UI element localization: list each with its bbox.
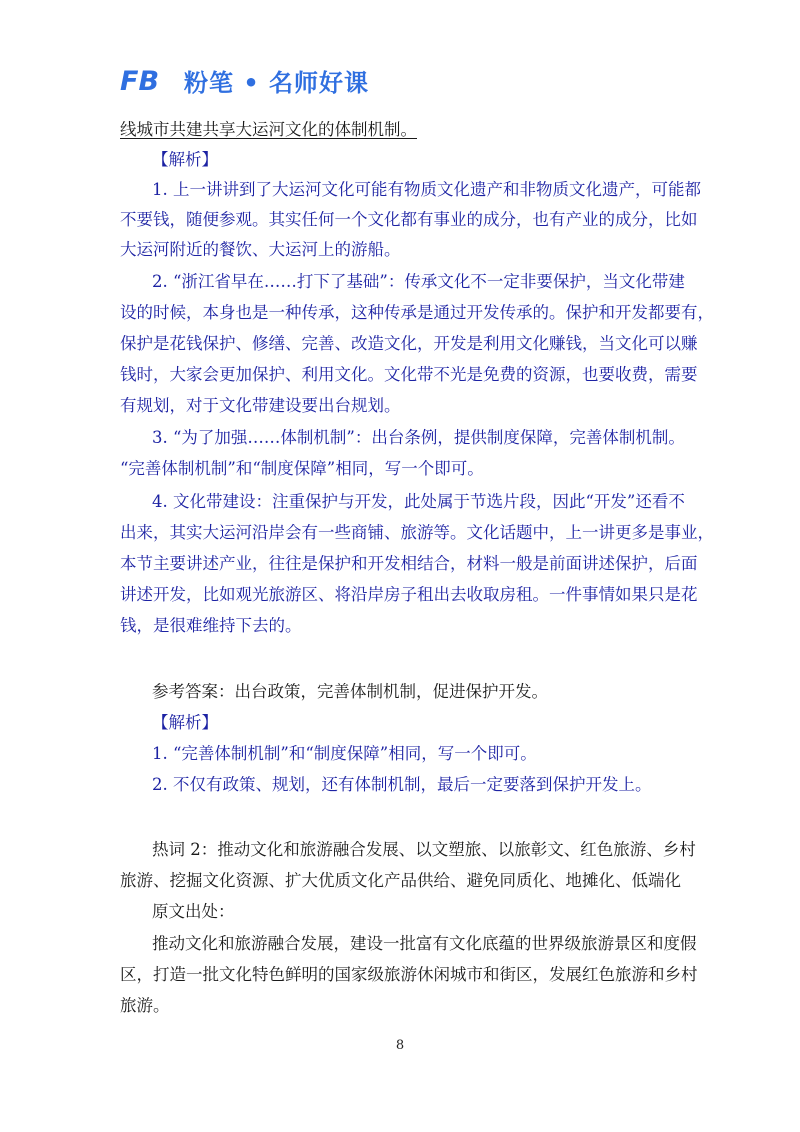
analysis-2-point-2: 2. 不仅有政策、规划，还有体制机制，最后一定要落到保护开发上。: [152, 775, 652, 794]
reference-answer: 参考答案：出台政策，完善体制机制，促进保护开发。: [152, 682, 548, 701]
analysis-2-point-1: 1. “完善体制机制”和“制度保障”相同，写一个即可。: [152, 744, 537, 763]
header-logo: [120, 62, 369, 98]
analysis-point-1-cont: 不要钱，随便参观。其实任何一个文化都有事业的成分，也有产业的成分，比如: [120, 210, 698, 229]
logo-mark-text: FB: [120, 66, 160, 95]
analysis-point-1: 1. 上一讲讲到了大运河文化可能有物质文化遗产和非物质文化遗产，可能都: [152, 180, 701, 199]
page-number: 8: [395, 1038, 405, 1053]
analysis-point-1-cont: 大运河附近的餐饮、大运河上的游船。: [120, 240, 401, 259]
text-line-carryover: 线城市共建共享大运河文化的体制机制。: [120, 120, 417, 139]
analysis-point-3: 3. “为了加强……体制机制”：出台条例，提供制度保障，完善体制机制。: [152, 428, 685, 447]
analysis-point-4-cont: 本节主要讲述产业，往往是保护和开发相结合，材料一般是前面讲述保护，后面: [120, 554, 698, 573]
source-heading: 原文出处：: [152, 902, 235, 921]
analysis-heading: 【解析】: [152, 150, 218, 169]
analysis-point-2-cont: 钱时，大家会更加保护、利用文化。文化带不光是免费的资源，也要收费，需要: [120, 365, 698, 384]
source-text-cont: 区，打造一批文化特色鲜明的国家级旅游休闲城市和街区，发展红色旅游和乡村: [120, 965, 698, 984]
analysis-heading-2: 【解析】: [152, 713, 218, 732]
analysis-point-4-cont: 讲述开发，比如观光旅游区、将沿岸房子租出去收取房租。一件事情如果只是花: [120, 585, 698, 604]
analysis-point-4: 4. 文化带建设：注重保护与开发，此处属于节选片段，因此“开发”还看不: [152, 492, 685, 511]
logo-text: 粉笔 • 名师好课: [184, 68, 370, 97]
hot-word-2-cont: 旅游、挖掘文化资源、扩大优质文化产品供给、避免同质化、地摊化、低端化: [120, 871, 681, 890]
analysis-point-4-cont: 钱，是很难维持下去的。: [120, 616, 302, 635]
source-text: 推动文化和旅游融合发展，建设一批富有文化底蕴的世界级旅游景区和度假: [152, 934, 697, 953]
analysis-point-2-cont: 有规划，对于文化带建设要出台规划。: [120, 396, 401, 415]
analysis-point-4-cont: 出来，其实大运河沿岸会有一些商铺、旅游等。文化话题中，上一讲更多是事业，: [120, 523, 714, 542]
analysis-point-2: 2. “浙江省早在……打下了基础”：传承文化不一定非要保护，当文化带建: [152, 272, 685, 291]
analysis-point-3-cont: “完善体制机制”和“制度保障”相同，写一个即可。: [120, 459, 484, 478]
hot-word-2: 热词 2：推动文化和旅游融合发展、以文塑旅、以旅彰文、红色旅游、乡村: [152, 840, 696, 859]
analysis-point-2-cont: 设的时候，本身也是一种传承，这种传承是通过开发传承的。保护和开发都要有，: [120, 303, 714, 322]
source-text-cont: 旅游。: [120, 996, 170, 1015]
fenbi-logo-icon: [120, 65, 176, 95]
analysis-point-2-cont: 保护是花钱保护、修缮、完善、改造文化，开发是利用文化赚钱，当文化可以赚: [120, 334, 698, 353]
